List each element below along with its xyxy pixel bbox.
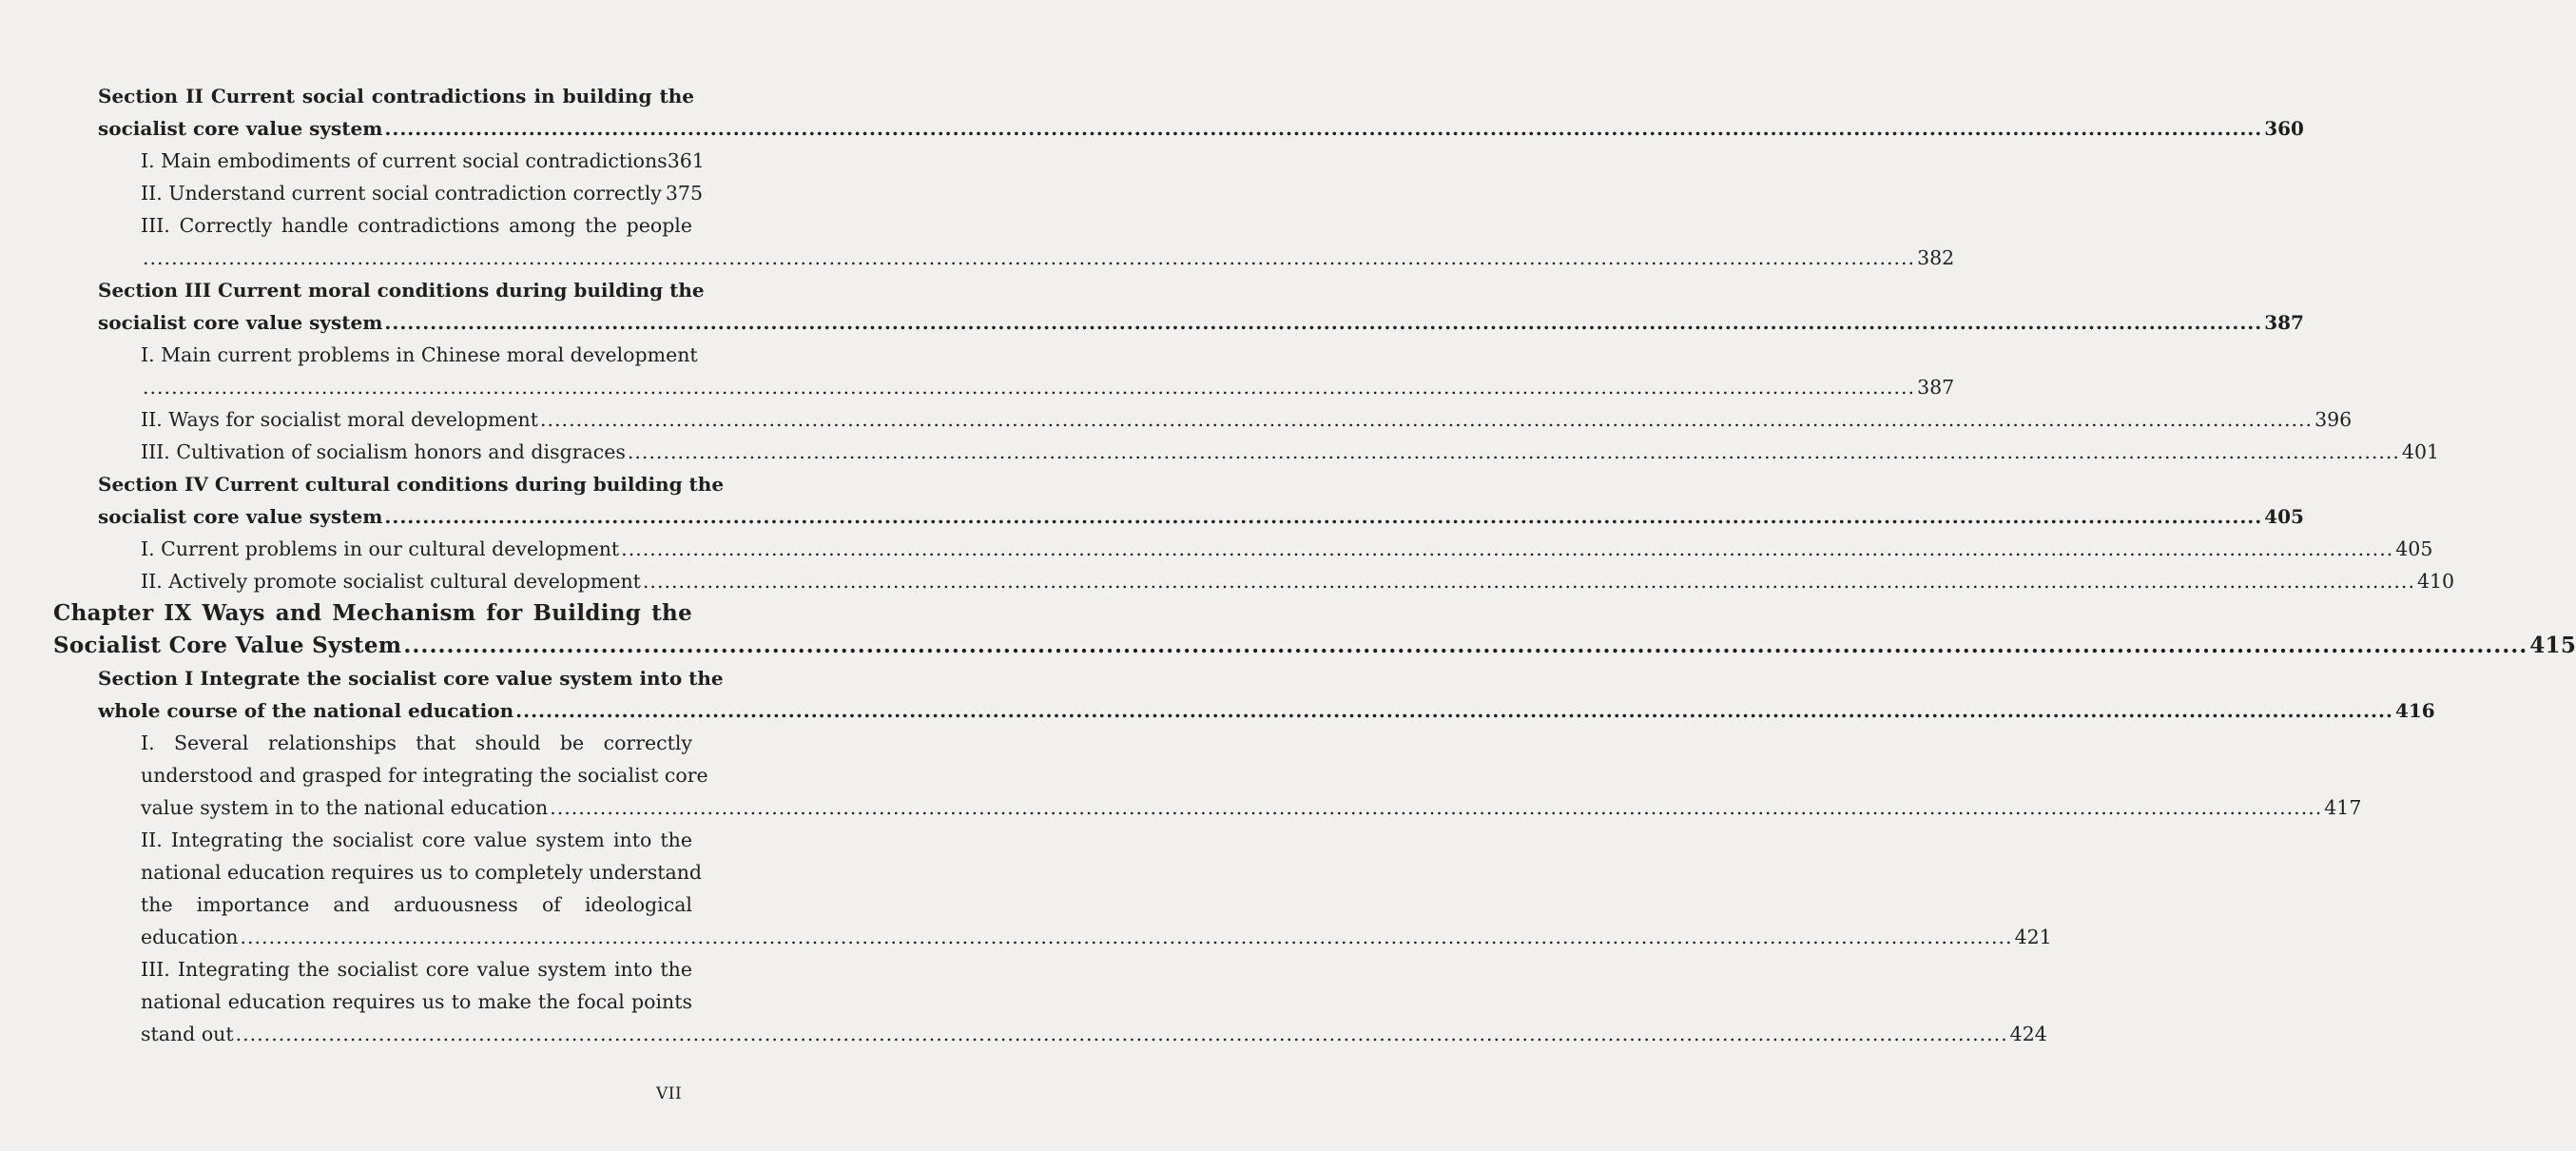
dot-leader	[384, 500, 2262, 533]
entry-title-text: the importance and arduousness of ideological	[141, 893, 692, 916]
section-entry	[98, 662, 2435, 727]
entry-title-text: III. Integrating the socialist core value system into the	[141, 958, 692, 981]
entry-title-text: I. Main current problems in Chinese moral development	[141, 343, 698, 366]
entry-line	[141, 759, 708, 791]
entry-title-text: II. Actively promote socialist cultural development	[141, 570, 641, 593]
page-number-ref: 421	[2014, 926, 2052, 948]
page-number-ref: 415	[2529, 633, 2576, 658]
chapter-entry	[53, 597, 2576, 662]
dot-leader	[621, 533, 2393, 565]
entry-line	[141, 856, 703, 888]
sub-entry	[141, 824, 2052, 953]
entry-title-text: III. Correctly handle contradictions among the people	[141, 214, 692, 237]
entry-title-text: value system in to the national education	[141, 796, 549, 819]
entry-line	[141, 403, 2353, 436]
page-number-ref: 360	[2264, 117, 2304, 140]
dot-leader	[384, 306, 2262, 339]
page-number-ref: 405	[2395, 537, 2433, 560]
entry-line	[141, 371, 1955, 403]
entry-line	[98, 112, 2304, 145]
sub-entry	[141, 565, 2455, 597]
entry-line	[141, 436, 2440, 468]
entry-title-text: Section I Integrate the socialist core value system into the	[98, 667, 724, 690]
dot-leader	[236, 1018, 2008, 1050]
entry-line	[98, 306, 2304, 339]
entry-title-text: socialist core value system	[98, 311, 383, 334]
entry-line	[98, 468, 725, 500]
page-number-ref: 416	[2394, 699, 2435, 722]
section-entry	[98, 468, 2304, 533]
entry-line	[98, 500, 2304, 533]
entry-title-text: Section III Current moral conditions during building the	[98, 279, 705, 302]
dot-leader	[143, 371, 1915, 403]
entry-title-text: understood and grasped for integrating the socialist core	[141, 764, 708, 787]
entry-title-text: II. Ways for socialist moral development	[141, 408, 538, 431]
entry-title-text: socialist core value system	[98, 505, 383, 528]
sub-entry	[141, 953, 2047, 1050]
page-number-ref: 417	[2324, 796, 2362, 819]
entry-title-text: education	[141, 926, 239, 948]
entry-title-text: national education requires us to make the focal points	[141, 990, 692, 1013]
entry-title-text: II. Integrating the socialist core value system into the	[141, 829, 692, 851]
entry-line	[53, 630, 2576, 662]
page-number-ref: 387	[1917, 376, 1955, 399]
entry-line	[141, 888, 692, 921]
entry-line	[98, 694, 2435, 727]
page-number-ref: 410	[2416, 570, 2455, 593]
entry-line	[141, 565, 2455, 597]
dot-leader	[643, 565, 2415, 597]
dot-leader	[550, 791, 2322, 824]
page-number-ref: 361	[667, 149, 705, 172]
dot-leader	[540, 403, 2313, 436]
entry-title-text: I. Several relationships that should be correctly	[141, 732, 692, 754]
entry-line	[98, 80, 694, 112]
dot-leader	[384, 112, 2262, 145]
dot-leader	[403, 630, 2528, 662]
section-entry	[98, 274, 2304, 339]
entry-line	[141, 1018, 2047, 1050]
entry-line	[141, 953, 692, 985]
entry-title-text: I. Current problems in our cultural development	[141, 537, 620, 560]
entry-title-text: stand out	[141, 1023, 234, 1045]
sub-entry	[141, 339, 1955, 403]
entry-title-text: Socialist Core Value System	[53, 633, 402, 658]
entry-line	[141, 209, 692, 242]
entry-title-text: I. Main embodiments of current social contradictions	[141, 149, 668, 172]
entry-line	[141, 145, 705, 177]
sub-entry	[141, 436, 2440, 468]
entry-line	[141, 533, 2433, 565]
entry-title-text: socialist core value system	[98, 117, 383, 140]
entry-title-text: Chapter IX Ways and Mechanism for Building the	[53, 600, 692, 626]
entry-line	[141, 242, 1955, 274]
entry-line	[141, 824, 692, 856]
page-number-ref: 401	[2401, 440, 2440, 463]
page-number-ref: 387	[2264, 311, 2304, 334]
section-entry	[98, 80, 2304, 145]
page-number: VII	[656, 1084, 683, 1103]
page-number-ref: 396	[2315, 408, 2353, 431]
entry-line	[141, 339, 698, 371]
dot-leader	[143, 242, 1915, 274]
page-number-ref: 424	[2009, 1023, 2047, 1045]
dot-leader	[628, 436, 2400, 468]
page-number-ref: 382	[1917, 246, 1955, 269]
entry-line	[98, 274, 705, 306]
entry-title-text: national education requires us to completely understand	[141, 861, 703, 884]
sub-entry	[141, 209, 1955, 274]
entry-line	[53, 597, 692, 630]
sub-entry	[141, 727, 2362, 824]
entry-line	[141, 921, 2052, 953]
entry-line	[141, 791, 2362, 824]
entry-line	[141, 727, 692, 759]
entry-line	[141, 177, 704, 209]
sub-entry	[141, 403, 2353, 436]
page-number-ref: 375	[665, 182, 704, 205]
entry-title-text: whole course of the national education	[98, 699, 514, 722]
page-number-ref: 405	[2264, 505, 2304, 528]
dot-leader	[241, 921, 2013, 953]
entry-title-text: Section IV Current cultural conditions during building the	[98, 473, 725, 496]
entry-title-text: II. Understand current social contradiction correctly	[141, 182, 662, 205]
entry-title-text: III. Cultivation of socialism honors and disgraces	[141, 440, 626, 463]
sub-entry	[141, 145, 705, 177]
dot-leader	[515, 694, 2393, 727]
sub-entry	[141, 177, 704, 209]
sub-entry	[141, 533, 2433, 565]
entry-line	[141, 985, 692, 1018]
entry-title-text: Section II Current social contradictions in building the	[98, 85, 694, 107]
entry-line	[98, 662, 724, 694]
